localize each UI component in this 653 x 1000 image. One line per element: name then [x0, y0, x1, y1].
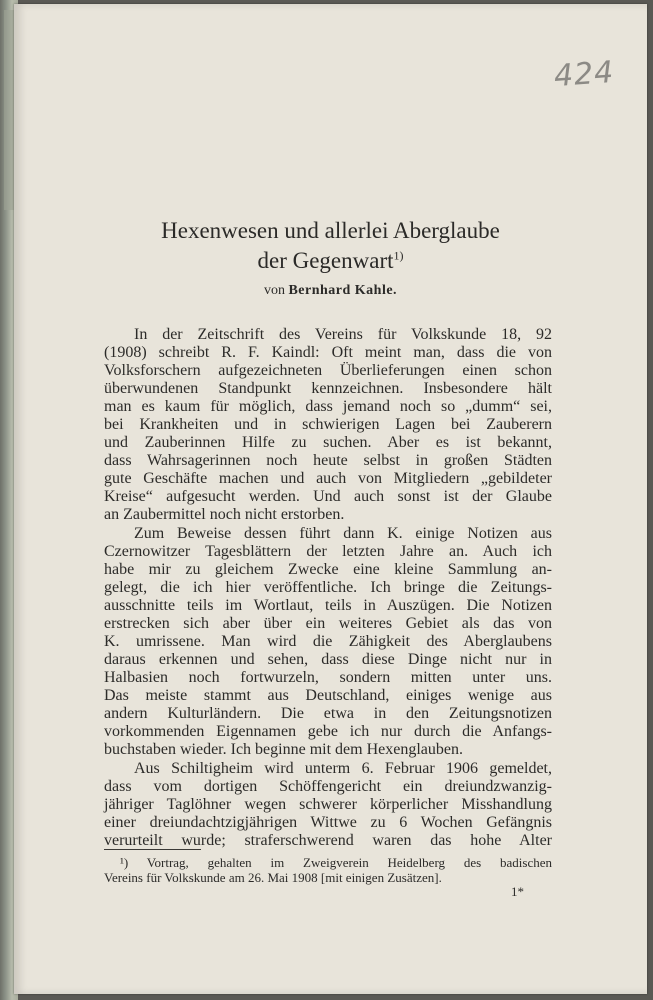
author-line: [14, 283, 647, 299]
archive-annotation: 424: [552, 54, 616, 95]
body-line: Zum Beweise dessen führt dann K. einige Notizen aus: [134, 525, 552, 542]
title-footnote-marker: 1): [393, 248, 404, 263]
body-line: vorkommenden Eigennamen gebe ich nur durch die Anfangs-: [104, 723, 552, 740]
body-line: Aus Schiltigheim wird unterm 6. Februar 1906 gemeldet,: [134, 760, 552, 777]
body-line: gelegt, die ich hier veröffentliche. Ich bringe die Zeitungs-: [104, 579, 552, 596]
body-line: andern Kulturländern. Die etwa in den Zeitungsnotizen: [104, 705, 552, 722]
title-line-2-text: der Gegenwart: [257, 248, 394, 273]
author-name: Bernhard Kahle.: [288, 283, 398, 298]
body-line: daraus erkennen und sehen, dass diese Dinge nicht nur in: [104, 651, 552, 668]
body-line: man es kaum für möglich, dass jemand noch so „dumm“ sei,: [104, 398, 552, 415]
body-line: erstrecken sich aber über ein weiteres Gebiet als das von: [104, 615, 552, 632]
document-page: [14, 4, 647, 994]
body-line: habe mir zu gleichem Zwecke eine kleine Sammlung an-: [104, 561, 552, 578]
author-prefix: von: [263, 283, 285, 298]
body-line: überwundenen Standpunkt kennzeichnen. Insbesondere hält: [104, 380, 552, 397]
body-line: bei Krankheiten und in schwierigen Lagen bei Zauberern: [104, 416, 552, 433]
body-line: Volksforschern aufgezeichneten Überlieferungen einen schon: [104, 362, 552, 379]
signature-mark: 1*: [511, 884, 524, 899]
title-line-2: [14, 248, 647, 274]
body-line: Kreise“ aufgesucht werden. Und auch sonst ist der Glaube: [104, 488, 552, 505]
body-line: jähriger Taglöhner wegen schwerer körperlicher Misshandlung: [104, 796, 552, 813]
body-line: buchstaben wieder. Ich beginne mit dem Hexenglauben.: [104, 741, 463, 758]
body-line: Das meiste stammt aus Deutschland, einiges wenige aus: [104, 687, 552, 704]
footnote-line: ¹) Vortrag, gehalten im Zweigverein Heidelberg des badischen: [120, 855, 552, 870]
body-line: ausschnitte teils im Wortlaut, teils in Auszügen. Die Notizen: [104, 597, 552, 614]
body-line: gute Geschäfte machen und auch von Mitgliedern „gebildeter: [104, 470, 552, 487]
body-line: K. umrissene. Man wird die Zähigkeit des Aberglaubens: [104, 633, 552, 650]
body-line: verurteilt wurde; straferschwerend waren das hohe Alter: [104, 832, 552, 849]
body-line: dass Wahrsagerinnen noch heute selbst in großen Städten: [104, 452, 552, 469]
footnote-rule: [104, 849, 201, 850]
body-line: Halbasien noch fortwurzeln, sondern mitten unter uns.: [104, 669, 552, 686]
body-line: einer dreiundachtzigjährigen Wittwe zu 6 Wochen Gefängnis: [104, 814, 552, 831]
body-line: an Zaubermittel noch nicht erstorben.: [104, 506, 345, 523]
body-line: (1908) schreibt R. F. Kaindl: Oft meint man, dass die von: [104, 344, 552, 361]
body-line: dass vom dortigen Schöffengericht ein dreiundzwanzig-: [104, 778, 552, 795]
body-line: Czernowitzer Tagesblättern der letzten Jahre an. Auch ich: [104, 543, 552, 560]
title-line-1: Hexenwesen und allerlei Aberglaube: [161, 218, 500, 243]
body-line: In der Zeitschrift des Vereins für Volkskunde 18, 92: [134, 326, 552, 343]
body-line: und Zauberinnen Hilfe zu suchen. Aber es ist bekannt,: [104, 434, 552, 451]
footnote-line: Vereins für Volkskunde am 26. Mai 1908 [mit einigen Zusätzen].: [104, 870, 442, 885]
